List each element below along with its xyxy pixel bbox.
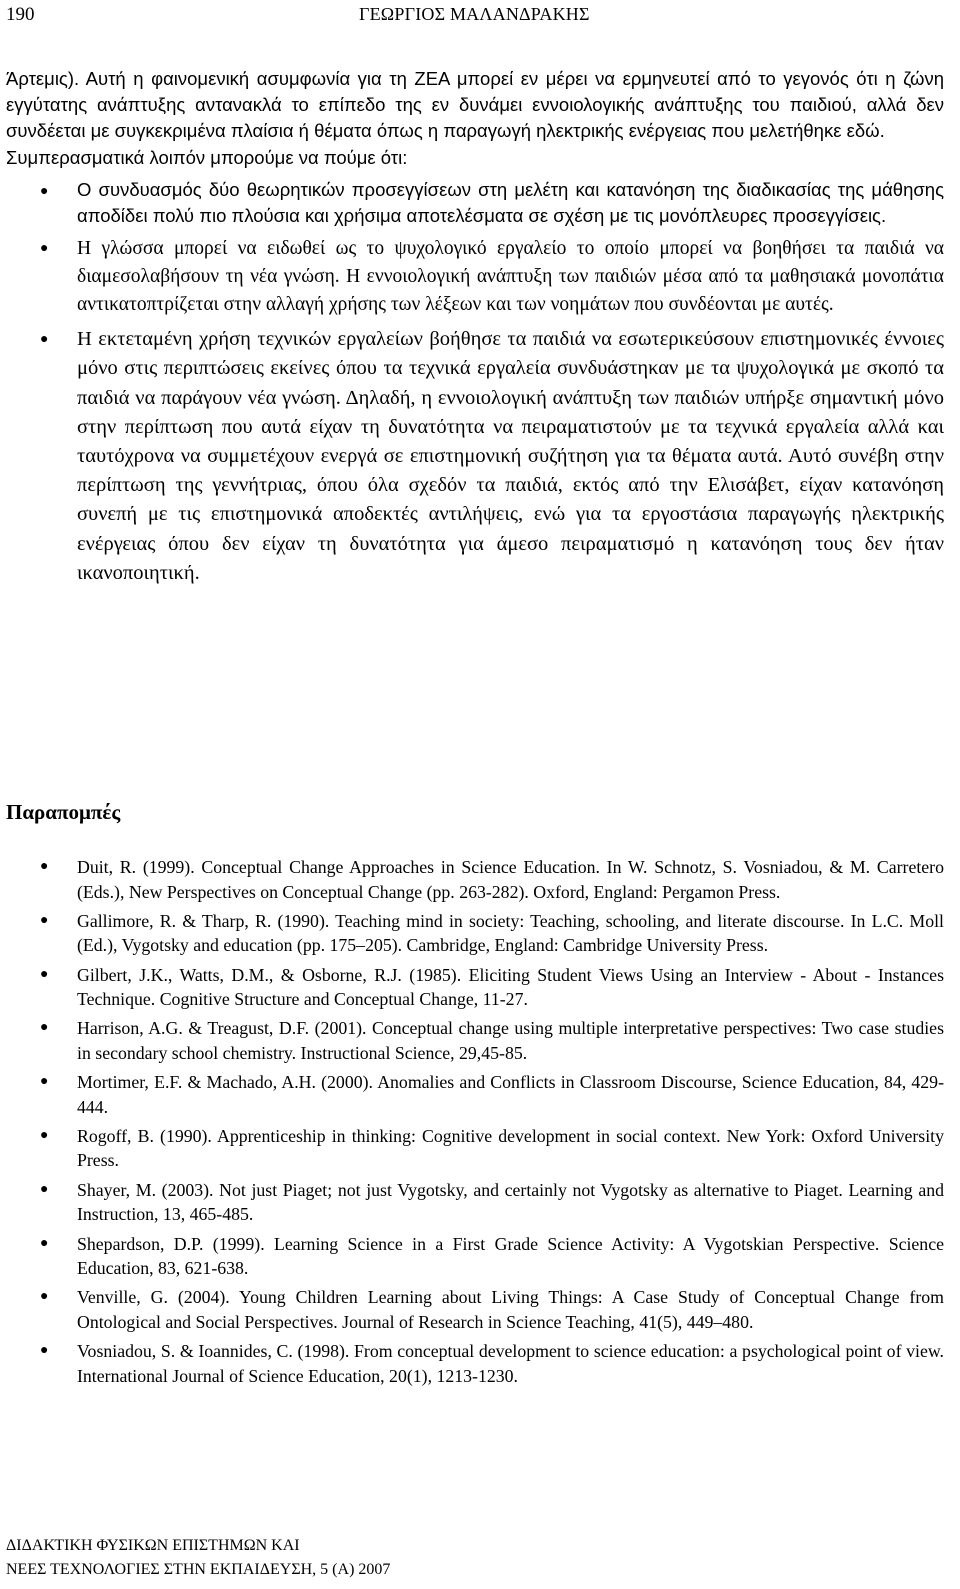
reference-text: Rogoff, B. (1990). Apprenticeship in thinking: Cognitive development in social context. New York: Oxford University Press. — [77, 1125, 944, 1171]
conclusion-lead: Συμπερασματικά λοιπόν μπορούμε να πούμε ότι: — [6, 146, 408, 168]
references-heading: Παραπομπές — [6, 800, 121, 824]
conclusions-list — [6, 177, 944, 588]
bullet-dot-icon: ● — [40, 1235, 49, 1251]
reference-item — [6, 1339, 944, 1388]
page-header — [6, 4, 950, 30]
reference-item — [6, 1016, 944, 1065]
conclusion-text: Ο συνδυασμός δύο θεωρητικών προσεγγίσεων στη μελέτη και κατανόηση της διαδικασίας της μάθησης αποδίδει πολύ πιο πλούσια και χρήσιμα αποτελέσματα σε σχέση με τις μονόπλευρες προσεγγίσεις. — [77, 178, 944, 227]
reference-text: Shayer, M. (2003). Not just Piaget; not just Vygotsky, and certainly not Vygotsky as alternative to Piaget. Learning and Instruction, 13, 465-485. — [77, 1179, 944, 1225]
conclusion-item — [6, 325, 944, 588]
reference-text: Venville, G. (2004). Young Children Learning about Living Things: A Case Study of Conceptual Change from Ontological and Social Perspectives. Journal of Research in Science Teaching, 41(5), 449–480. — [77, 1287, 944, 1332]
page-footer — [6, 1534, 390, 1582]
conclusion-text: Η εκτεταμένη χρήση τεχνικών εργαλείων βοήθησε τα παιδιά να εσωτερικεύσουν επιστημονικές έννοιες μόνο στις περιπτώσεις εκείνες όπου τα τεχνικά εργαλεία συνδυάστηκαν με τα ψυχολογικά με σκοπό τα παιδιά να παράγουν νέα γνώση. Δηλαδή, η εννοιολογική ανάπτυξη των παιδιών υπήρξε σημαντική μόνο στην περίπτωση που αυτά είχαν τη δυνατότητα να πειραματιστούν με τα τεχνικά εργαλεία αλλά και ταυτόχρονα να συμμετέχουν ενεργά σε επιστημονική συζήτηση για τα θέματα αυτά. Αυτό συνέβη στην περίπτωση της γεννήτριας, όπου όλα σχεδόν τα παιδιά, εκτός από την Ελισάβετ, είχαν κατανόηση συνεπή με τις επιστημονικά αποδεκτές αντιλήψεις, ενώ για τα εργοστάσια παραγωγής ηλεκτρικής ενέργειας όπου δεν είχαν τη δυνατότητα για άμεσο πειραματισμό η κατανόηση τους δεν ήταν ικανοποιητική. — [77, 328, 944, 584]
reference-text: Gallimore, R. & Tharp, R. (1990). Teaching mind in society: Teaching, schooling, and literate discourse. In L.C. Moll (Ed.), Vygotsky and education (pp. 175–205). Cambridge, England: Cambridge University Press. — [77, 910, 944, 956]
page-number: 190 — [6, 4, 35, 25]
reference-item — [6, 1232, 944, 1281]
reference-item — [6, 1178, 944, 1227]
intro-paragraph: Άρτεμις). Αυτή η φαινομενική ασυμφωνία για τη ΖΕΑ μπορεί εν μέρει να ερμηνευτεί από το γεγονός ότι η ζώνη εγγύτατης ανάπτυξης αντανακλά το επίπεδο της εν δυνάμει εννοιολογικής ανάπτυξης του παιδιού, αλλά δεν συνδέεται με συγκεκριμένα πλαίσια ή θέματα όπως η παραγωγή ηλεκτρικής ενέργειας που μελετήθηκε εδώ. — [6, 68, 944, 142]
reference-item — [6, 1285, 944, 1334]
reference-item — [6, 1070, 944, 1119]
bullet-dot-icon: ● — [40, 181, 49, 198]
bullet-dot-icon: ● — [40, 1289, 49, 1305]
reference-text: Shepardson, D.P. (1999). Learning Science in a First Grade Science Activity: A Vygotskian Perspective. Science Education, 83, 621-638. — [77, 1233, 944, 1279]
reference-item — [6, 963, 944, 1012]
bullet-dot-icon: ● — [40, 1181, 49, 1197]
reference-text: Duit, R. (1999). Conceptual Change Approaches in Science Education. In W. Schnotz, S. Vosniadou, & M. Carretero (Eds.), New Perspectives on Conceptual Change (pp. 263-282). Oxford, England: Pergamon Press. — [77, 857, 944, 902]
bullet-dot-icon: ● — [40, 966, 49, 982]
references-list — [6, 855, 944, 1393]
bullet-dot-icon: ● — [40, 859, 49, 874]
reference-text: Vosniadou, S. & Ioannides, C. (1998). From conceptual development to science education: a psychological point of view. International Journal of Science Education, 20(1), 1213-1230. — [77, 1341, 944, 1386]
body-text — [6, 66, 944, 594]
reference-item — [6, 1124, 944, 1173]
bullet-dot-icon: ● — [40, 241, 49, 257]
bullet-dot-icon: ● — [40, 332, 49, 348]
reference-item — [6, 855, 944, 904]
reference-text: Harrison, A.G. & Treagust, D.F. (2001). Conceptual change using multiple interpretative perspectives: Two case studies in secondary school chemistry. Instructional Science, 29,45-85. — [77, 1018, 944, 1063]
footer-line: ΔΙΔΑΚΤΙΚΗ ΦΥΣΙΚΩΝ ΕΠΙΣΤΗΜΩΝ ΚΑΙ — [6, 1537, 300, 1554]
reference-item — [6, 909, 944, 958]
bullet-dot-icon: ● — [40, 1020, 49, 1036]
bullet-dot-icon: ● — [40, 1127, 49, 1143]
conclusion-item — [6, 177, 944, 229]
footer-line: ΝΕΕΣ ΤΕΧΝΟΛΟΓΙΕΣ ΣΤΗΝ ΕΚΠΑΙΔΕΥΣΗ, 5 (Α) 2007 — [6, 1561, 391, 1578]
reference-text: Gilbert, J.K., Watts, D.M., & Osborne, R.J. (1985). Eliciting Student Views Using an Interview - About - Instances Technique. Cognitive Structure and Conceptual Change, 11-27. — [77, 964, 944, 1010]
bullet-dot-icon: ● — [40, 912, 49, 928]
bullet-dot-icon: ● — [40, 1074, 49, 1090]
conclusion-item — [6, 235, 944, 319]
reference-text: Mortimer, E.F. & Machado, A.H. (2000). Anomalies and Conflicts in Classroom Discourse, Science Education, 84, 429-444. — [77, 1072, 944, 1117]
bullet-dot-icon: ● — [40, 1343, 49, 1359]
running-head: ΓΕΩΡΓΙΟΣ ΜΑΛΑΝΔΡΑΚΗΣ — [359, 4, 590, 24]
conclusion-text: Η γλώσσα μπορεί να ειδωθεί ως το ψυχολογικό εργαλείο το οποίο μπορεί να βοηθήσει τα παιδιά να διαμεσολαβήσουν τη νέα γνώση. Η εννοιολογική ανάπτυξη των παιδιών μέσα από τα μαθησιακά μονοπάτια αντικατοπτρίζεται στην αλλαγή χρήσης των λέξεων και των νοημάτων που συνδέονται με αυτές. — [77, 238, 944, 316]
